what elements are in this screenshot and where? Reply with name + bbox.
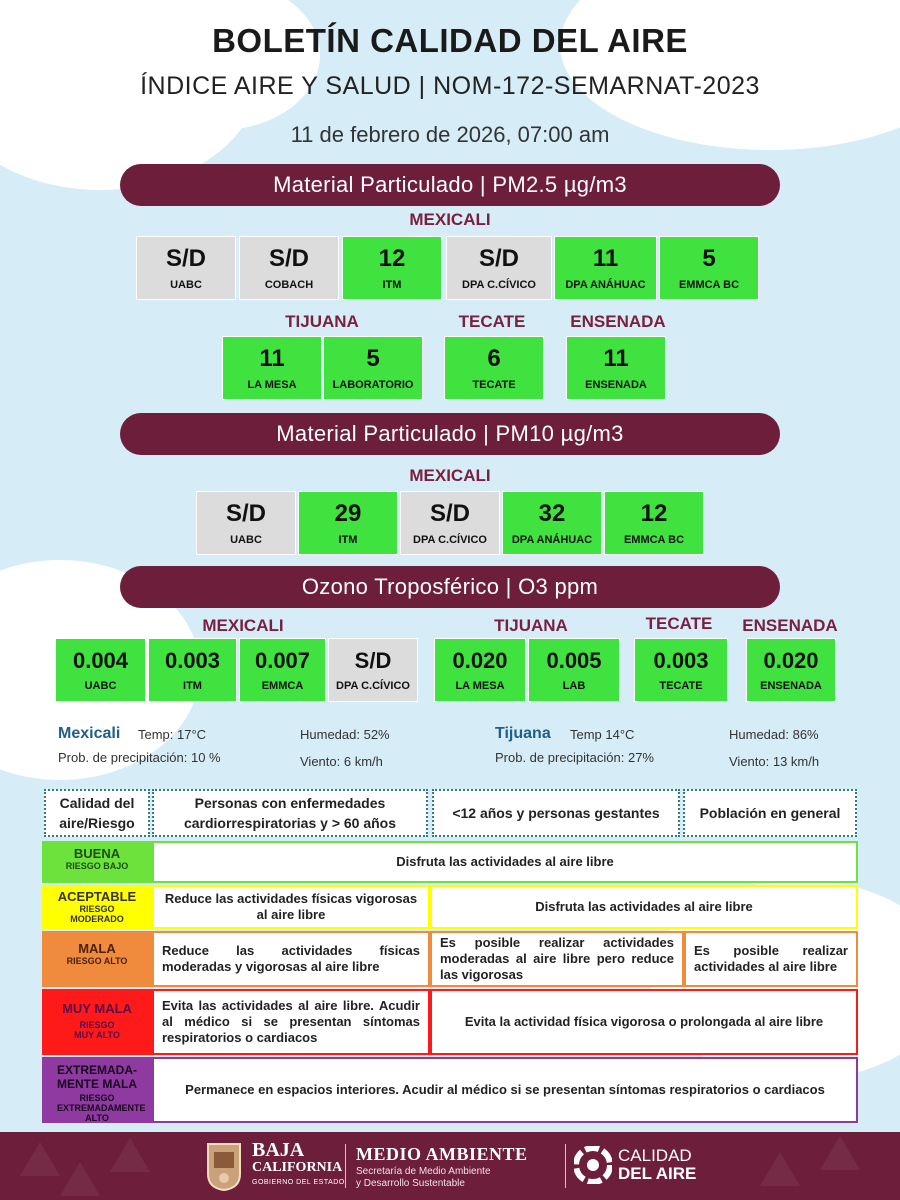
station-name: EMMCA BC — [678, 279, 740, 291]
risk-level-label — [42, 846, 152, 871]
city-label-mexicali: MEXICALI — [409, 466, 491, 485]
station-name: ENSENADA — [760, 680, 822, 692]
station-cell — [55, 638, 146, 702]
recommendation-cardio-elderly: Reduce las actividades físicas vigorosas al aire libre — [154, 887, 428, 927]
station-name: LAB — [562, 680, 586, 692]
station-name: TECATE — [472, 379, 516, 391]
divider — [345, 1144, 346, 1188]
station-value: 5 — [366, 345, 380, 372]
station-cell — [222, 336, 322, 400]
risk-description: RIESGO MUY ALTO — [74, 1020, 120, 1040]
city-label-tijuana: TIJUANA — [494, 616, 568, 635]
risk-row-extremadamente-mala — [42, 1057, 858, 1123]
station-value: 12 — [640, 500, 668, 527]
table-header-general: Población en general — [683, 789, 857, 837]
station-name: UABC — [84, 680, 117, 692]
station-value: S/D — [354, 648, 392, 673]
station-cell — [196, 491, 296, 555]
risk-row-buena — [42, 841, 858, 883]
risk-row-aceptable — [42, 885, 858, 929]
divider — [565, 1144, 566, 1188]
station-cell — [136, 236, 236, 300]
station-name: EMMCA — [261, 680, 304, 692]
risk-level: MALA — [78, 941, 116, 956]
table-header-risk: Calidad del aire/Riesgo — [44, 789, 150, 837]
brand-line-1: CALIDAD — [618, 1146, 692, 1165]
station-cell — [239, 638, 326, 702]
table-header-children-pregnant: <12 años y personas gestantes — [432, 789, 680, 837]
station-name: LA MESA — [455, 680, 505, 692]
recommendation-rest: Disfruta las actividades al aire libre — [432, 887, 856, 927]
weather-temp-mexicali: Temp: 17°C — [138, 727, 207, 742]
weather-humidity-mexicali: Humedad: 52% — [300, 727, 390, 742]
decor-triangle — [60, 1162, 100, 1196]
weather-wind-mexicali: Viento: 6 km/h — [300, 754, 383, 769]
city-label-tecate: TECATE — [645, 614, 713, 633]
risk-level-label — [42, 1063, 152, 1123]
station-cell — [446, 236, 552, 300]
station-name: UABC — [230, 534, 262, 546]
page-subtitle: ÍNDICE AIRE Y SALUD | NOM-172-SEMARNAT-2023 — [140, 72, 760, 100]
recommendation-cardio-elderly: Evita las actividades al aire libre. Acudir al médico si se presentan síntomas respiratorios o cardiacos — [154, 991, 428, 1053]
decor-triangle — [760, 1152, 800, 1186]
recommendation-cardio-elderly: Reduce las actividades físicas moderadas y vigorosas al aire libre — [154, 933, 428, 985]
risk-level: BUENA — [73, 846, 121, 861]
station-cell — [239, 236, 339, 300]
station-value: S/D — [225, 500, 266, 527]
weather-temp-tijuana: Temp 14°C — [570, 727, 635, 742]
section-header-pm10: Material Particulado | PM10 µg/m3 — [120, 413, 780, 455]
risk-level: EXTREMADA-MENTE MALA — [57, 1063, 137, 1091]
station-value: 0.003 — [653, 648, 709, 673]
station-value: 0.005 — [546, 648, 602, 673]
station-value: 0.007 — [254, 648, 311, 673]
city-label-ensenada: ENSENADA — [570, 312, 666, 331]
station-value: 6 — [487, 345, 501, 372]
risk-description: RIESGO BAJO — [65, 861, 129, 871]
station-name: DPA C.CÍVICO — [413, 534, 487, 546]
section-header-pm25: Material Particulado | PM2.5 µg/m3 — [120, 164, 780, 206]
weather-precip-mexicali: Prob. de precipitación: 10 % — [58, 750, 221, 765]
risk-row-mala — [42, 931, 858, 987]
footer-bar — [0, 1132, 900, 1200]
station-value: 11 — [603, 345, 629, 372]
weather-wind-tijuana: Viento: 13 km/h — [729, 754, 820, 769]
station-value: S/D — [268, 245, 309, 272]
station-cell — [604, 491, 704, 555]
weather-humidity-tijuana: Humedad: 86% — [729, 727, 819, 742]
station-value: S/D — [429, 500, 470, 527]
station-name: ITM — [338, 534, 358, 546]
state-subtitle: GOBIERNO DEL ESTADO — [252, 1179, 345, 1186]
city-label-tecate: TECATE — [458, 312, 526, 331]
station-cell — [554, 236, 657, 300]
risk-row-muy-mala — [42, 989, 858, 1055]
station-cell — [659, 236, 759, 300]
recommendation-rest: Evita la actividad física vigorosa o prolongada al aire libre — [432, 991, 856, 1053]
station-cell — [746, 638, 836, 702]
station-value: 0.020 — [763, 648, 819, 673]
station-cell — [400, 491, 500, 555]
station-value: 11 — [592, 245, 619, 272]
risk-description: RIESGO EXTREMADAMENTE ALTO — [57, 1093, 146, 1123]
decor-triangle — [820, 1136, 860, 1170]
decor-triangle — [110, 1138, 150, 1172]
risk-level-label — [42, 941, 152, 966]
station-value: S/D — [165, 245, 206, 272]
station-value: 0.020 — [452, 648, 508, 673]
section-header-o3: Ozono Troposférico | O3 ppm — [120, 566, 780, 608]
station-cell — [528, 638, 620, 702]
air-quality-logo-icon — [574, 1146, 612, 1184]
agency-subtitle-1: Secretaría de Medio Ambiente — [356, 1166, 491, 1177]
station-cell — [298, 491, 398, 555]
station-name: UABC — [170, 279, 202, 291]
station-cell — [328, 638, 418, 702]
station-cell — [502, 491, 602, 555]
risk-description: RIESGO ALTO — [66, 956, 128, 966]
station-cell — [566, 336, 666, 400]
station-name: DPA ANÁHUAC — [511, 534, 593, 546]
station-name: ENSENADA — [585, 379, 647, 391]
table-header-cardio-elderly: Personas con enfermedades cardiorrespiratorias y > 60 años — [152, 789, 428, 837]
agency-subtitle-2: y Desarrollo Sustentable — [356, 1178, 465, 1189]
risk-level-label — [42, 1001, 152, 1040]
recommendation-all: Permanece en espacios interiores. Acudir al médico si se presentan síntomas respiratorios o cardiacos — [154, 1059, 856, 1121]
state-name: BAJA — [252, 1139, 305, 1161]
station-cell — [634, 638, 728, 702]
brand-line-2: DEL AIRE — [618, 1164, 697, 1183]
risk-description: RIESGO MODERADO — [70, 904, 124, 924]
station-value: 0.003 — [164, 648, 221, 673]
agency-name: MEDIO AMBIENTE — [356, 1144, 528, 1164]
station-name: COBACH — [264, 279, 314, 291]
station-value: 12 — [378, 245, 406, 272]
station-value: 5 — [702, 245, 716, 272]
station-name: ITM — [183, 680, 202, 692]
station-name: DPA C.CÍVICO — [336, 680, 410, 692]
station-name: TECATE — [659, 680, 703, 692]
station-cell — [342, 236, 442, 300]
station-cell — [434, 638, 526, 702]
station-name: LA MESA — [247, 379, 297, 391]
city-label-tijuana: TIJUANA — [285, 312, 359, 331]
station-value: 32 — [538, 500, 566, 527]
station-value: 11 — [259, 345, 285, 372]
station-name: DPA C.CÍVICO — [462, 279, 536, 291]
bulletin-date: 11 de febrero de 2026, 07:00 am — [290, 122, 610, 147]
station-value: S/D — [478, 245, 519, 272]
city-label-ensenada: ENSENADA — [742, 616, 838, 635]
risk-level-label — [42, 889, 152, 924]
decor-triangle — [20, 1142, 60, 1176]
station-name: DPA ANÁHUAC — [565, 279, 646, 291]
station-cell — [148, 638, 237, 702]
weather-city-tijuana: Tijuana — [495, 725, 551, 742]
station-name: EMMCA BC — [623, 534, 685, 546]
city-label-mexicali: MEXICALI — [202, 616, 284, 635]
station-value: 0.004 — [72, 648, 129, 673]
state-seal-icon — [204, 1140, 244, 1192]
city-label-mexicali: MEXICALI — [409, 210, 491, 229]
station-value: 29 — [334, 500, 362, 527]
station-cell — [323, 336, 423, 400]
weather-precip-tijuana: Prob. de precipitación: 27% — [495, 750, 654, 765]
risk-level: MUY MALA — [62, 1001, 132, 1016]
recommendation-children-pregnant: Es posible realizar actividades moderadas al aire libre pero reduce las vigorosas — [432, 933, 682, 985]
page-title: BOLETÍN CALIDAD DEL AIRE — [212, 22, 688, 59]
station-cell — [444, 336, 544, 400]
recommendation-all: Disfruta las actividades al aire libre — [154, 843, 856, 881]
risk-level: ACEPTABLE — [57, 889, 137, 904]
weather-city-mexicali: Mexicali — [58, 725, 121, 742]
state-name-2: CALIFORNIA — [252, 1160, 343, 1175]
station-name: LABORATORIO — [332, 379, 414, 391]
recommendation-general: Es posible realizar actividades al aire libre — [686, 933, 856, 985]
station-name: ITM — [382, 279, 402, 291]
